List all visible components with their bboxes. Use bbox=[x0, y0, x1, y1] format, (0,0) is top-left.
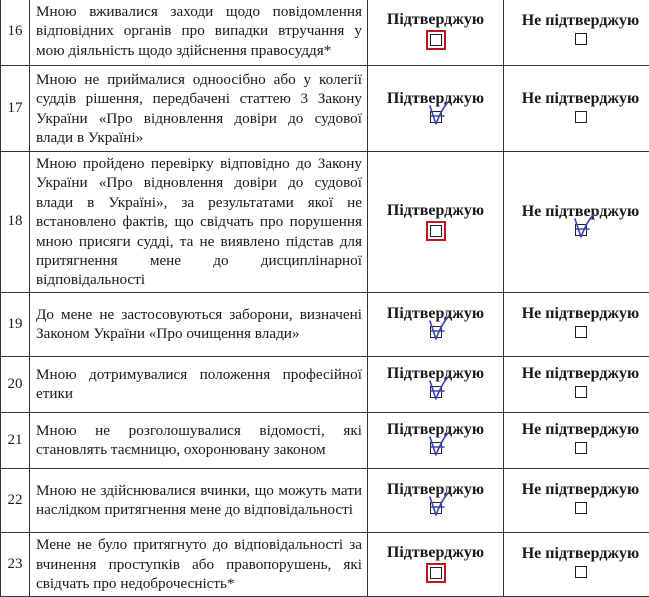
check-mark-icon bbox=[572, 213, 598, 243]
check-mark-icon bbox=[427, 375, 453, 405]
confirm-label: Підтверджую bbox=[368, 365, 503, 383]
not-confirm-label: Не підтверджую bbox=[504, 421, 649, 439]
confirm-cell[interactable] bbox=[368, 532, 504, 596]
confirm-checkbox[interactable] bbox=[430, 225, 442, 237]
confirm-checkbox[interactable] bbox=[430, 326, 442, 338]
check-mark-icon bbox=[427, 315, 453, 345]
confirm-checkbox[interactable] bbox=[430, 567, 442, 579]
statement-text: Мною дотримувалися положення професійної етики bbox=[30, 356, 368, 412]
statement-text: До мене не застосовуються заборони, визначені Законом України «Про очищення влади» bbox=[30, 292, 368, 356]
confirm-label: Підтверджую bbox=[368, 11, 503, 29]
not-confirm-checkbox[interactable] bbox=[575, 502, 587, 514]
row-number: 21 bbox=[1, 412, 30, 468]
not-confirm-label: Не підтверджую bbox=[504, 90, 649, 108]
check-mark-icon bbox=[427, 491, 453, 521]
not-confirm-label: Не підтверджую bbox=[504, 481, 649, 499]
not-confirm-cell[interactable] bbox=[504, 66, 649, 152]
confirm-cell[interactable] bbox=[368, 292, 504, 356]
not-confirm-checkbox[interactable] bbox=[575, 111, 587, 123]
not-confirm-cell[interactable] bbox=[504, 468, 649, 532]
statement-text: Мене не було притягнуто до відповідальності за вчинення проступків або правопорушень, які свідчать про недоброчесність* bbox=[30, 532, 368, 596]
not-confirm-label: Не підтверджую bbox=[504, 203, 649, 221]
row-number: 22 bbox=[1, 468, 30, 532]
not-confirm-checkbox[interactable] bbox=[575, 386, 587, 398]
not-confirm-label: Не підтверджую bbox=[504, 365, 649, 383]
not-confirm-cell[interactable] bbox=[504, 292, 649, 356]
confirm-cell[interactable] bbox=[368, 0, 504, 66]
declaration-row bbox=[1, 0, 649, 66]
check-mark-icon bbox=[427, 100, 453, 130]
confirm-cell[interactable] bbox=[368, 412, 504, 468]
confirm-checkbox[interactable] bbox=[430, 442, 442, 454]
check-mark-icon bbox=[427, 431, 453, 461]
declaration-row bbox=[1, 412, 649, 468]
confirm-checkbox[interactable] bbox=[430, 111, 442, 123]
not-confirm-cell[interactable] bbox=[504, 152, 649, 293]
confirm-cell[interactable] bbox=[368, 66, 504, 152]
not-confirm-checkbox[interactable] bbox=[575, 566, 587, 578]
row-number: 16 bbox=[1, 0, 30, 66]
declaration-row bbox=[1, 532, 649, 596]
declaration-row bbox=[1, 152, 649, 293]
row-number: 19 bbox=[1, 292, 30, 356]
not-confirm-label: Не підтверджую bbox=[504, 545, 649, 563]
not-confirm-cell[interactable] bbox=[504, 356, 649, 412]
not-confirm-cell[interactable] bbox=[504, 0, 649, 66]
confirm-label: Підтверджую bbox=[368, 544, 503, 562]
statement-text: Мною вживалися заходи щодо повідомлення відповідних органів про випадки втручання у мою діяльність щодо здійснення правосуддя* bbox=[30, 0, 368, 66]
statement-text: Мною не розголошувалися відомості, які становлять таємницю, охоронювану законом bbox=[30, 412, 368, 468]
row-number: 18 bbox=[1, 152, 30, 293]
confirm-label: Підтверджую bbox=[368, 481, 503, 499]
row-number: 17 bbox=[1, 66, 30, 152]
not-confirm-cell[interactable] bbox=[504, 532, 649, 596]
declaration-row bbox=[1, 468, 649, 532]
declaration-row bbox=[1, 66, 649, 152]
confirm-label: Підтверджую bbox=[368, 305, 503, 323]
row-number: 23 bbox=[1, 532, 30, 596]
not-confirm-checkbox[interactable] bbox=[575, 326, 587, 338]
not-confirm-checkbox[interactable] bbox=[575, 442, 587, 454]
row-number: 20 bbox=[1, 356, 30, 412]
confirm-checkbox[interactable] bbox=[430, 386, 442, 398]
confirm-label: Підтверджую bbox=[368, 202, 503, 220]
confirm-cell[interactable] bbox=[368, 152, 504, 293]
confirm-checkbox[interactable] bbox=[430, 34, 442, 46]
not-confirm-checkbox[interactable] bbox=[575, 33, 587, 45]
confirm-cell[interactable] bbox=[368, 356, 504, 412]
statement-text: Мною пройдено перевірку відповідно до Закону України «Про відновлення довіри до судової влади в Україні», за результатами якої не встановлено фактів, що свідчать про порушення мною присяги судді, та не виявлено підстав для притягнення мене до дисциплінарної відповідальності bbox=[30, 152, 368, 293]
statement-text: Мною не здійснювалися вчинки, що можуть мати наслідком притягнення мене до відповідальності bbox=[30, 468, 368, 532]
confirm-checkbox[interactable] bbox=[430, 502, 442, 514]
confirm-label: Підтверджую bbox=[368, 421, 503, 439]
not-confirm-cell[interactable] bbox=[504, 412, 649, 468]
statement-text: Мною не приймалися одноосібно або у колегії суддів рішення, передбачені статтею 3 Закону України «Про відновлення довіри до судової влади в Україні» bbox=[30, 66, 368, 152]
not-confirm-label: Не підтверджую bbox=[504, 12, 649, 30]
not-confirm-checkbox[interactable] bbox=[575, 224, 587, 236]
declaration-row bbox=[1, 292, 649, 356]
declaration-row bbox=[1, 356, 649, 412]
confirm-label: Підтверджую bbox=[368, 90, 503, 108]
not-confirm-label: Не підтверджую bbox=[504, 305, 649, 323]
confirm-cell[interactable] bbox=[368, 468, 504, 532]
